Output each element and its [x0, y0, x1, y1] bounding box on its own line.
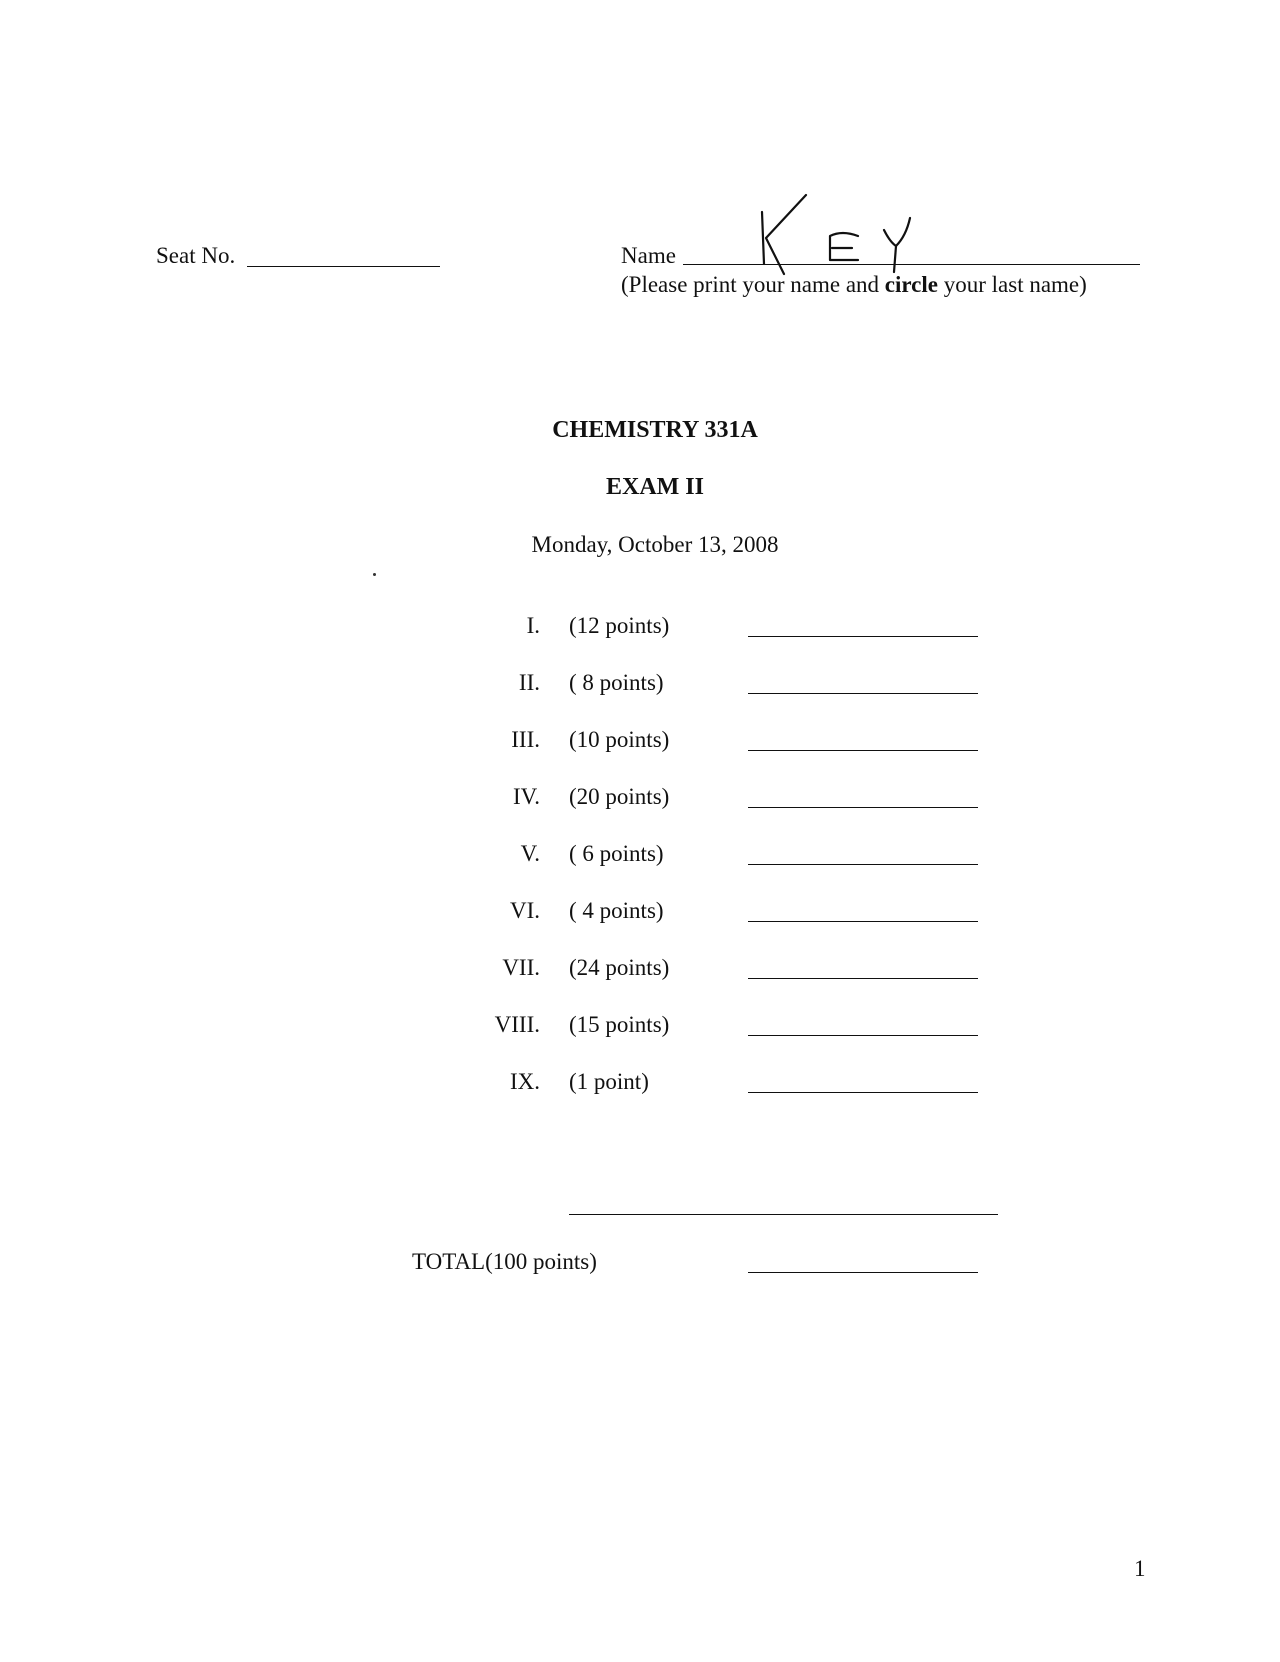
question-points: (1 point): [569, 1069, 649, 1094]
score-row: [0, 1070, 1280, 1100]
question-numeral: IV.: [512, 784, 540, 809]
score-blank[interactable]: [748, 1092, 978, 1093]
question-points: ( 8 points): [569, 670, 664, 695]
seat-number-blank[interactable]: [247, 266, 440, 267]
score-blank[interactable]: [748, 807, 978, 808]
score-row: [0, 956, 1280, 986]
page-number: 1: [1134, 1556, 1146, 1581]
total-divider: [569, 1214, 998, 1215]
question-numeral: III.: [511, 727, 540, 752]
score-row: [0, 671, 1280, 701]
scan-speck: [373, 573, 376, 576]
question-numeral: I.: [526, 613, 540, 638]
question-points: (15 points): [569, 1012, 670, 1037]
question-numeral: II.: [518, 670, 540, 695]
question-points: (10 points): [569, 727, 670, 752]
total-score-blank[interactable]: [748, 1272, 978, 1273]
seat-number-label: Seat No.: [156, 243, 236, 268]
question-points: (20 points): [569, 784, 670, 809]
course-title: CHEMISTRY 331A: [552, 417, 758, 443]
score-blank[interactable]: [748, 864, 978, 865]
score-blank[interactable]: [748, 750, 978, 751]
question-numeral: V.: [520, 841, 540, 866]
name-instruction-end: your last name): [937, 272, 1087, 297]
exam-title: EXAM II: [605, 474, 704, 500]
handwritten-key-signature: [754, 192, 924, 276]
score-blank[interactable]: [748, 921, 978, 922]
question-points: ( 6 points): [569, 841, 664, 866]
score-row: [0, 785, 1280, 815]
question-numeral: VII.: [502, 955, 540, 980]
question-points: (12 points): [569, 613, 670, 638]
name-instruction-emphasis: circle: [884, 272, 938, 297]
score-row: [0, 1013, 1280, 1043]
name-instruction: [621, 273, 1087, 296]
question-points: ( 4 points): [569, 898, 664, 923]
score-blank[interactable]: [748, 978, 978, 979]
score-blank[interactable]: [748, 1035, 978, 1036]
score-row: [0, 728, 1280, 758]
score-blank[interactable]: [748, 636, 978, 637]
question-numeral: VI.: [509, 898, 540, 923]
total-label: TOTAL(100 points): [412, 1249, 597, 1274]
exam-date: Monday, October 13, 2008: [531, 532, 779, 557]
question-points: (24 points): [569, 955, 670, 980]
score-row: [0, 842, 1280, 872]
question-numeral: VIII.: [494, 1012, 540, 1037]
score-row: [0, 614, 1280, 644]
name-label: Name: [621, 243, 676, 268]
question-numeral: IX.: [509, 1069, 540, 1094]
score-blank[interactable]: [748, 693, 978, 694]
name-instruction-start: (Please print your name and: [621, 272, 885, 297]
score-row: [0, 899, 1280, 929]
